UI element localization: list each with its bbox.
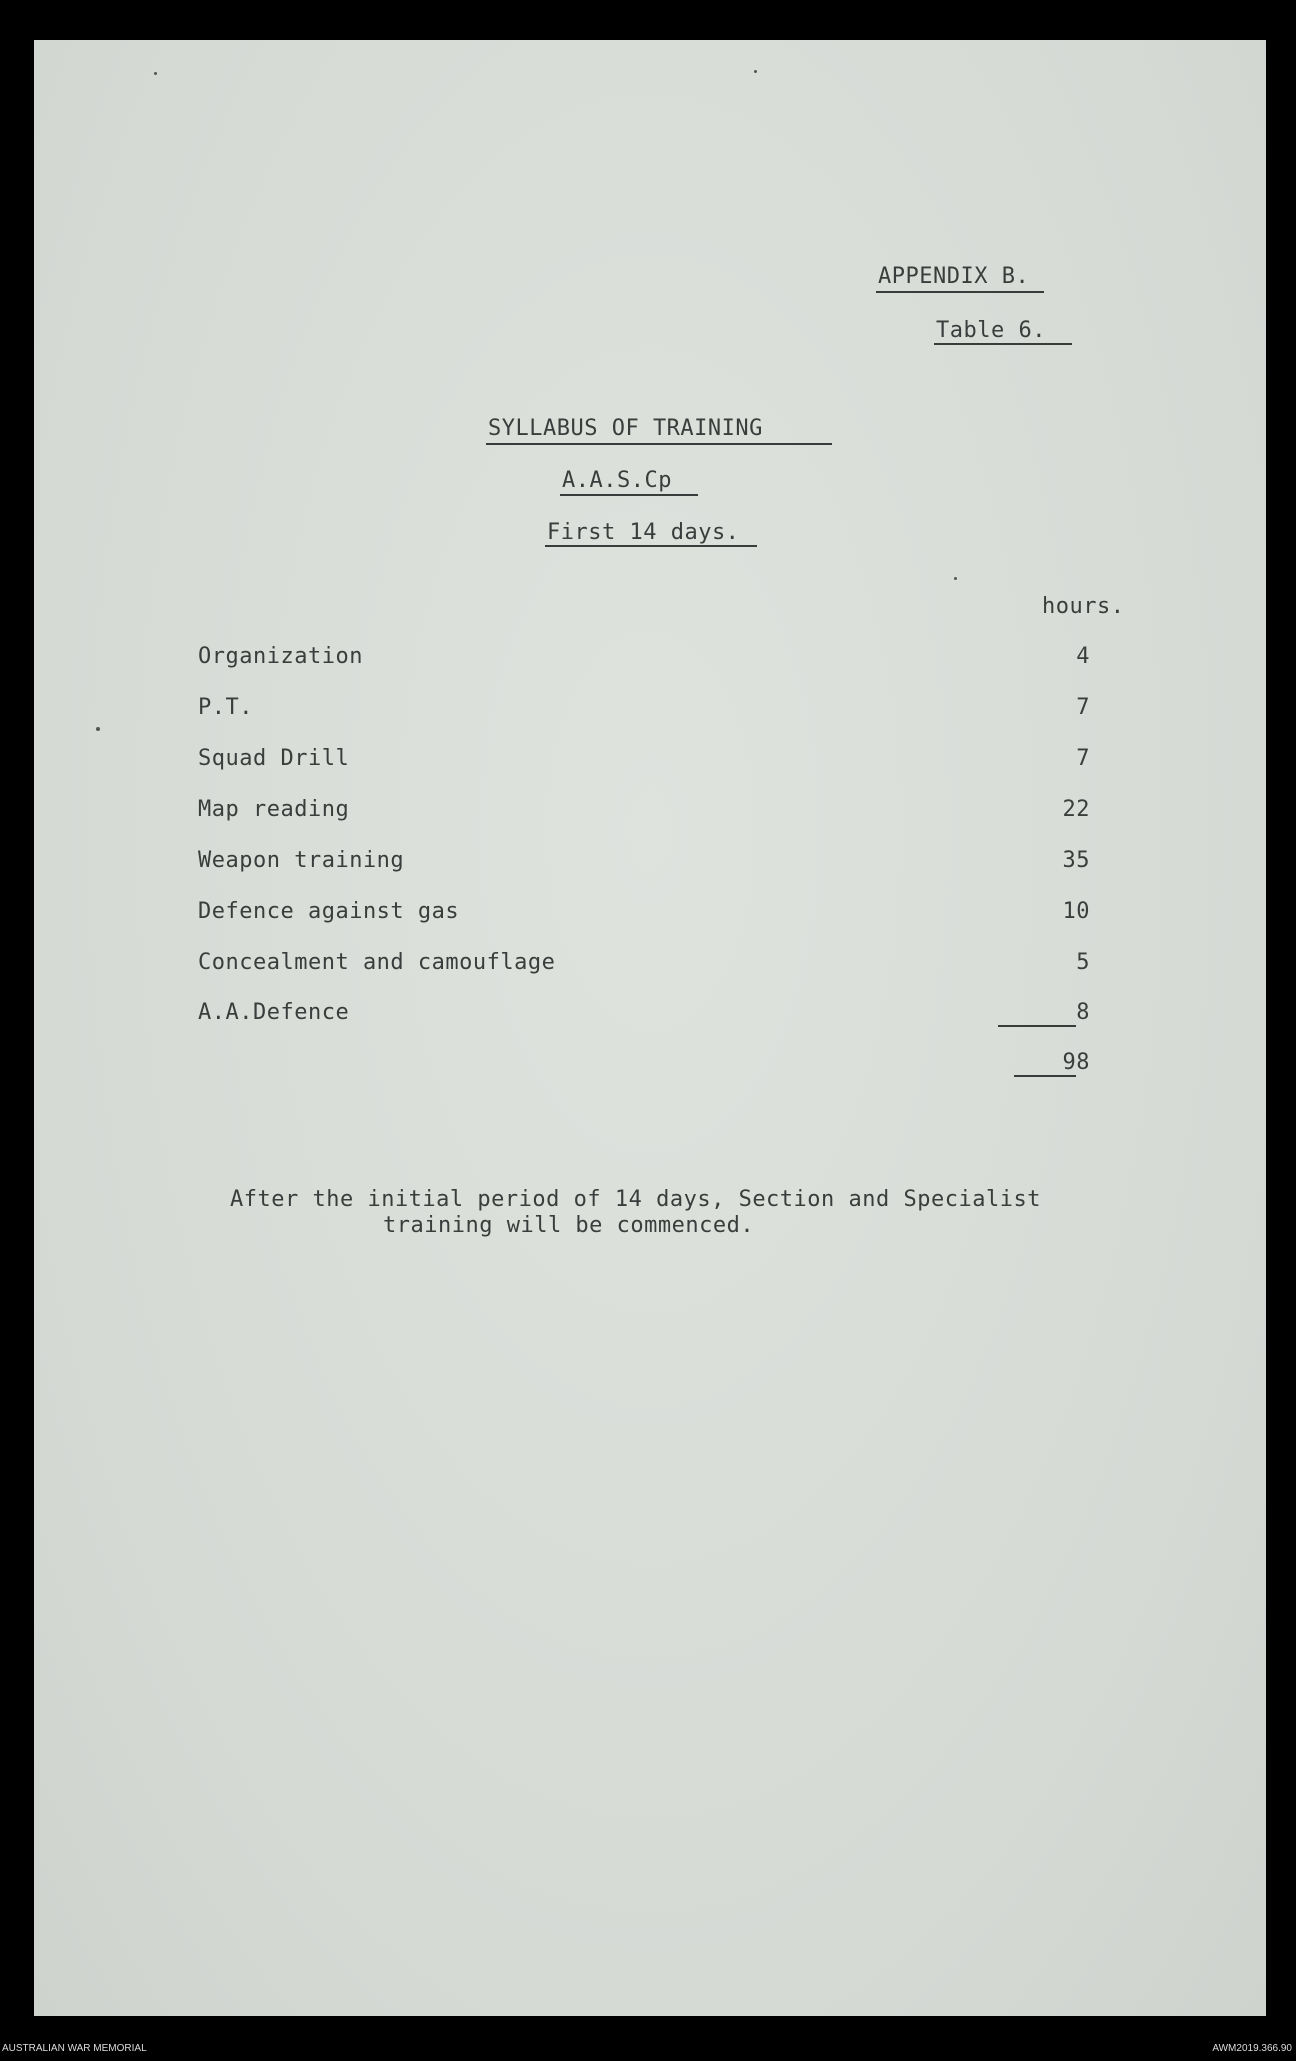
row-hours: 4: [1076, 644, 1090, 669]
total-underline: [1014, 1075, 1076, 1077]
appendix-underline: [876, 291, 1044, 293]
title-underline: [486, 443, 832, 445]
note-line-1: After the initial period of 14 days, Section and Specialist: [230, 1187, 1041, 1212]
unit-title: A.A.S.Cp: [562, 468, 672, 493]
unit-underline: [560, 494, 698, 496]
paper-mark: [954, 577, 957, 580]
row-label: A.A.Defence: [198, 1000, 350, 1025]
period-title: First 14 days.: [547, 520, 740, 545]
row-hours: 35: [1062, 848, 1090, 873]
footer-left: AUSTRALIAN WAR MEMORIAL: [2, 2043, 147, 2054]
syllabus-title: SYLLABUS OF TRAINING: [488, 416, 763, 441]
row-label: Squad Drill: [198, 746, 350, 771]
paper-mark: [754, 70, 757, 73]
row-hours: 7: [1076, 695, 1090, 720]
document-page: [34, 40, 1266, 2016]
row-hours: 5: [1076, 950, 1090, 975]
total-hours: 98: [1062, 1050, 1090, 1075]
row-label: P.T.: [198, 695, 253, 720]
row-hours: 7: [1076, 746, 1090, 771]
row-hours: 22: [1062, 797, 1090, 822]
appendix-label: APPENDIX B.: [878, 264, 1030, 289]
row-label: Defence against gas: [198, 899, 460, 924]
paper-mark: [154, 72, 157, 75]
row-label: Organization: [198, 644, 363, 669]
paper-mark: [96, 727, 100, 731]
row-hours: 8: [1076, 1000, 1090, 1025]
row-hours: 10: [1062, 899, 1090, 924]
period-underline: [545, 545, 757, 547]
footer-right: AWM2019.366.90: [1212, 2043, 1292, 2054]
row-label: Map reading: [198, 797, 350, 822]
table-underline: [934, 343, 1072, 345]
hours-heading: hours.: [1042, 594, 1125, 619]
table-label: Table 6.: [936, 318, 1046, 343]
sum-rule: [998, 1025, 1076, 1027]
note-line-2: training will be commenced.: [383, 1213, 755, 1238]
row-label: Weapon training: [198, 848, 405, 873]
row-label: Concealment and camouflage: [198, 950, 556, 975]
